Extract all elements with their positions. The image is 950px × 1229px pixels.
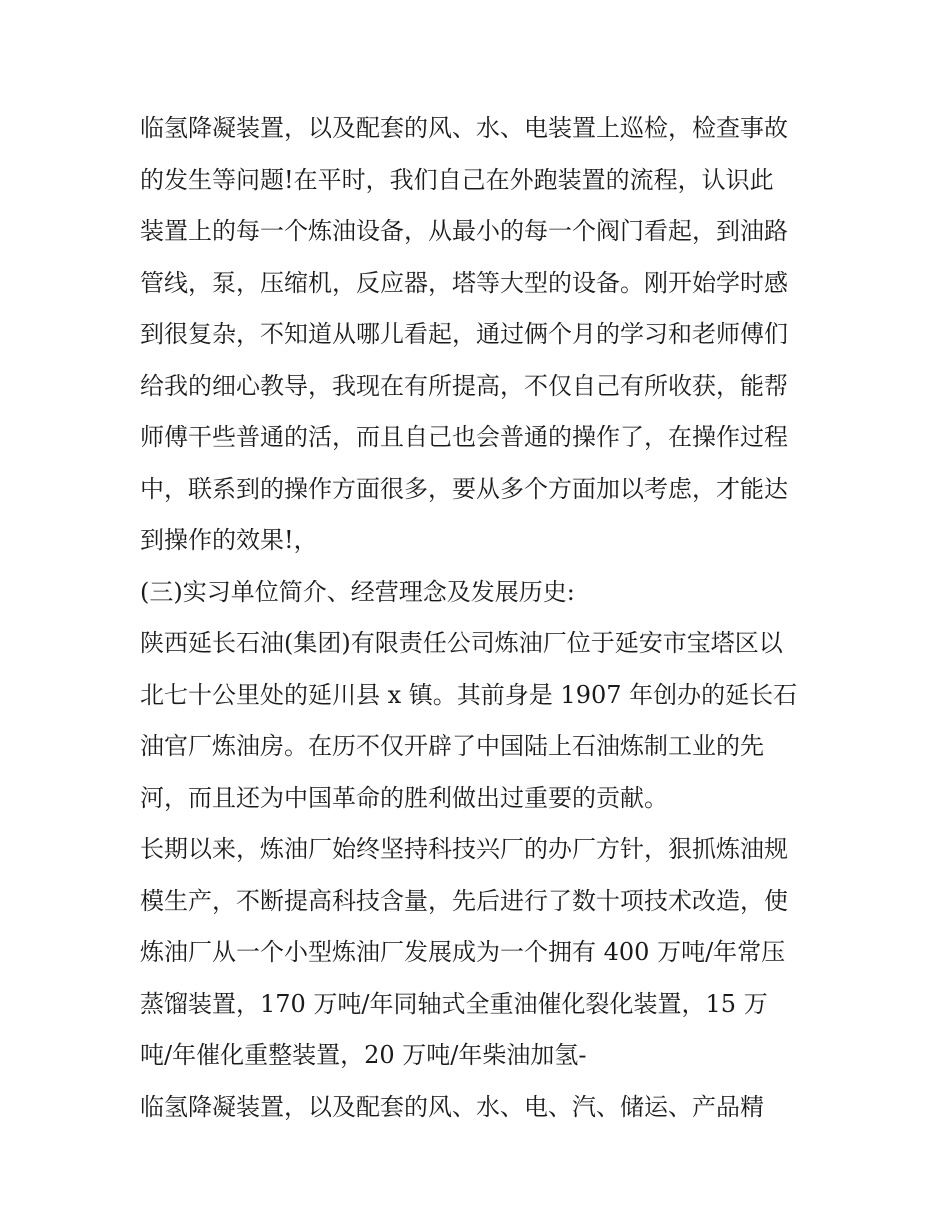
text-line: 长期以来，炼油厂始终坚持科技兴厂的办厂方针，狠抓炼油规	[140, 835, 788, 863]
text-line: 吨/年催化重整装置，20 万吨/年柴油加氢-	[140, 1041, 587, 1069]
text-line: 到操作的效果!，	[140, 526, 318, 554]
text-line: 中，联系到的操作方面很多，要从多个方面加以考虑，才能达	[140, 474, 788, 503]
text-line: 的发生等问题!在平时，我们自己在外跑装置的流程，认识此	[140, 165, 774, 194]
text-line: 炼油厂从一个小型炼油厂发展成为一个拥有 400 万吨/年常压	[140, 938, 786, 966]
text-line: 临氢降凝装置，以及配套的风、水、电、汽、储运、产品精	[140, 1092, 764, 1121]
text-line: 北七十公里处的延川县 x 镇。其前身是 1907 年创办的延长石	[140, 680, 798, 709]
text-line: 河，而且还为中国革命的胜利做出过重要的贡献。	[140, 783, 668, 812]
text-line: 临氢降凝装置，以及配套的风、水、电装置上巡检，检查事故	[140, 114, 788, 142]
text-line: 管线，泵，压缩机，反应器，塔等大型的设备。刚开始学时感	[140, 268, 788, 297]
text-line: 装置上的每一个炼油设备，从最小的每一个阀门看起，到油路	[140, 217, 788, 245]
text-line: 陕西延长石油(集团)有限责任公司炼油厂位于延安市宝塔区以	[140, 629, 783, 657]
body-text	[140, 103, 820, 1133]
text-line: 油官厂炼油房。在历不仅开辟了中国陆上石油炼制工业的先	[140, 732, 764, 760]
text-line: 蒸馏装置，170 万吨/年同轴式全重油催化裂化装置，15 万	[140, 989, 768, 1018]
text-line: 到很复杂，不知道从哪儿看起，通过俩个月的学习和老师傅们	[140, 320, 788, 348]
text-line: 师傅干些普通的活，而且自己也会普通的操作了，在操作过程	[140, 423, 788, 451]
text-line: 模生产，不断提高科技含量，先后进行了数十项技术改造，使	[140, 886, 788, 915]
section-heading: (三)实习单位简介、经营理念及发展历史:	[140, 577, 575, 606]
text-line: 给我的细心教导，我现在有所提高，不仅自己有所收获，能帮	[140, 371, 788, 400]
